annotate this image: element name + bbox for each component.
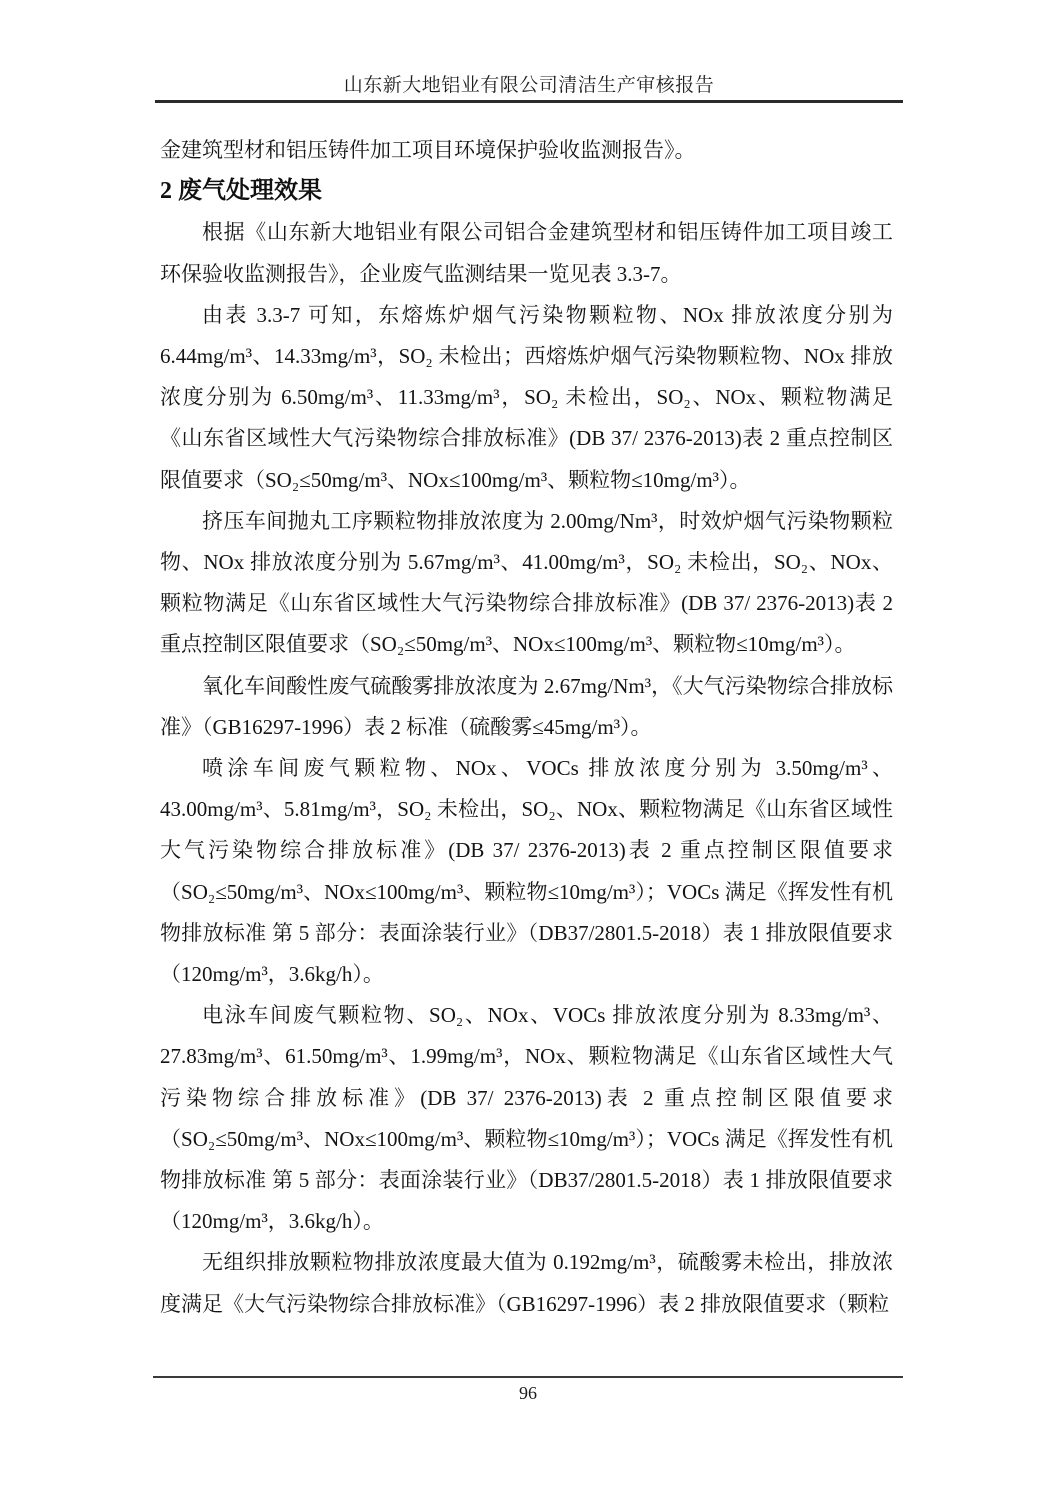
paragraph-6: 电泳车间废气颗粒物、SO₂、NOx、VOCs 排放浓度分别为 8.33mg/m³、27.83mg/m³、61.50mg/m³、1.99mg/m³，NOx、颗粒物满足《山东省区域性大气污染物综合排放标准》(DB 37/ 2376-2013)表 2 重点控制区限值要求（SO₂≤50mg/m³、NOx≤100mg/m³、颗粒物≤10mg/m³）；VOCs 满足《挥发性有机物排放标准 第 5 部分：表面涂装行业》（DB37/2801.5-2018）表 1 排放限值要求（120mg/m³，3.6kg/h）。 — [160, 1003, 893, 1234]
paragraph-5: 喷涂车间废气颗粒物、NOx、VOCs 排放浓度分别为 3.50mg/m³、43.00mg/m³、5.81mg/m³，SO₂ 未检出，SO₂、NOx、颗粒物满足《山东省区域性大气污染物综合排放标准》(DB 37/ 2376-2013)表 2 重点控制区限值要求（SO₂≤50mg/m³、NOx≤100mg/m³、颗粒物≤10mg/m³）；VOCs 满足《挥发性有机物排放标准 第 5 部分：表面涂装行业》（DB37/2801.5-2018）表 1 排放限值要求（120mg/m³，3.6kg/h）。 — [160, 756, 893, 987]
section-heading: 2 废气处理效果 — [160, 178, 322, 205]
page-number: 96 — [519, 1383, 537, 1403]
paragraph-3: 挤压车间抛丸工序颗粒物排放浓度为 2.00mg/Nm³，时效炉烟气污染物颗粒物、NOx 排放浓度分别为 5.67mg/m³、41.00mg/m³，SO₂ 未检出，SO₂、NOx、颗粒物满足《山东省区域性大气污染物综合排放标准》(DB 37/ 2376-2013)表 2 重点控制区限值要求（SO₂≤50mg/m³、NOx≤100mg/m³、颗粒物≤10mg/m³）。 — [160, 508, 893, 657]
paragraph-2: 由表 3.3-7 可知，东熔炼炉烟气污染物颗粒物、NOx 排放浓度分别为 6.44mg/m³、14.33mg/m³，SO₂ 未检出；西熔炼炉烟气污染物颗粒物、NOx 排放浓度分别为 6.50mg/m³、11.33mg/m³，SO₂ 未检出，SO₂、NOx、颗粒物满足《山东省区域性大气污染物综合排放标准》(DB 37/ 2376-2013)表 2 重点控制区限值要求（SO₂≤50mg/m³、NOx≤100mg/m³、颗粒物≤10mg/m³）。 — [160, 302, 893, 492]
page-footer — [153, 1376, 903, 1406]
page-body — [160, 130, 893, 1325]
page-header — [155, 0, 903, 103]
paragraph-7: 无组织排放颗粒物排放浓度最大值为 0.192mg/m³，硫酸雾未检出，排放浓度满足《大气污染物综合排放标准》（GB16297-1996）表 2 排放限值要求（颗粒 — [160, 1250, 893, 1316]
paragraph-continuation: 金建筑型材和铝压铸件加工项目环境保护验收监测报告》。 — [160, 138, 696, 162]
report-title: 山东新大地铝业有限公司清洁生产审核报告 — [343, 75, 715, 96]
paragraph-4: 氧化车间酸性废气硫酸雾排放浓度为 2.67mg/Nm³，《大气污染物综合排放标准》（GB16297-1996）表 2 标准（硫酸雾≤45mg/m³）。 — [160, 673, 893, 739]
paragraph-1: 根据《山东新大地铝业有限公司铝合金建筑型材和铝压铸件加工项目竣工环保验收监测报告》，企业废气监测结果一览见表 3.3-7。 — [160, 220, 893, 286]
